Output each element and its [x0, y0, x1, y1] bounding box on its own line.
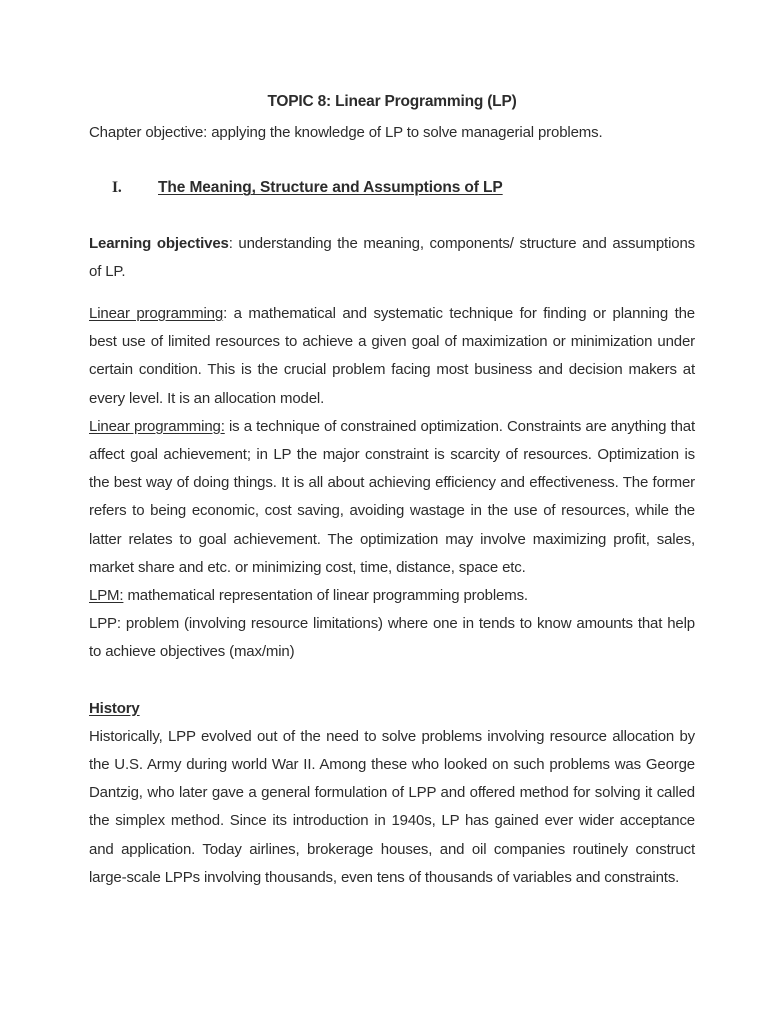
definition-two-text: is a technique of constrained optimization. Constraints are anything that affect goal achievement; in LP the major constraint is scarcity of resources. Optimization is the best way of doing things. It is all about achieving efficiency and effectiveness. The former refers to being economic, cost saving, avoiding wastage in the use of resources, while the latter relates to goal achievement. The optimization may involve maximizing profit, sales, market share and etc. or minimizing cost, time, distance, space etc.: [89, 417, 695, 576]
spacer-before-definition-one: [89, 286, 695, 300]
definition-one-paragraph: [89, 300, 695, 413]
chapter-objective-line: Chapter objective: applying the knowledge of LP to solve managerial problems.: [89, 124, 603, 142]
lpm-text: mathematical representation of linear programming problems.: [123, 587, 528, 605]
lpm-term: LPM:: [89, 587, 124, 605]
section-numeral: I.: [112, 179, 122, 197]
learning-objectives-paragraph: [89, 230, 695, 286]
definition-one-text: : a mathematical and systematic technique for finding or planning the best use of limited resources to achieve a given goal of maximization or minimization under certain condition. This is the crucial problem facing most business and decision makers at every level. It is an allocation model.: [89, 305, 695, 407]
history-heading: History: [89, 699, 140, 717]
lpm-definition-line: [89, 582, 695, 610]
learning-objectives-label: Learning objectives: [89, 234, 229, 252]
definition-one-term: Linear programming: [89, 305, 224, 323]
lpp-term: LPP:: [89, 615, 121, 633]
definition-two-paragraph: [89, 413, 695, 582]
definition-two-term: Linear programming:: [89, 417, 225, 435]
learning-objectives-text: : understanding the meaning, components/ structure and assumptions of LP.: [89, 234, 695, 280]
spacer-before-learning-objectives: [89, 203, 695, 230]
document-title: TOPIC 8: Linear Programming (LP): [267, 93, 517, 110]
lpp-text: problem (involving resource limitations) where one in tends to know amounts that help to achieve objectives (max/min): [89, 615, 695, 661]
document-body: [89, 88, 695, 892]
section-heading-one: [89, 174, 695, 202]
spacer-before-history-heading: [89, 667, 695, 695]
spacer-before-section-heading: [89, 147, 695, 174]
section-heading-text: The Meaning, Structure and Assumptions of LP: [158, 179, 503, 197]
lpp-definition-paragraph: [89, 610, 695, 666]
history-paragraph: Historically, LPP evolved out of the need to solve problems involving resource allocation by the U.S. Army during world War II. Among these who looked on such problems was George Dantzig, who later gave a general formulation of LPP and offered method for solving it called the simplex method. Since its introduction in 1940s, LP has gained ever wider acceptance and application. Today airlines, brokerage houses, and oil companies routinely construct large-scale LPPs involving thousands, even tens of thousands of variables and constraints.: [89, 727, 695, 886]
